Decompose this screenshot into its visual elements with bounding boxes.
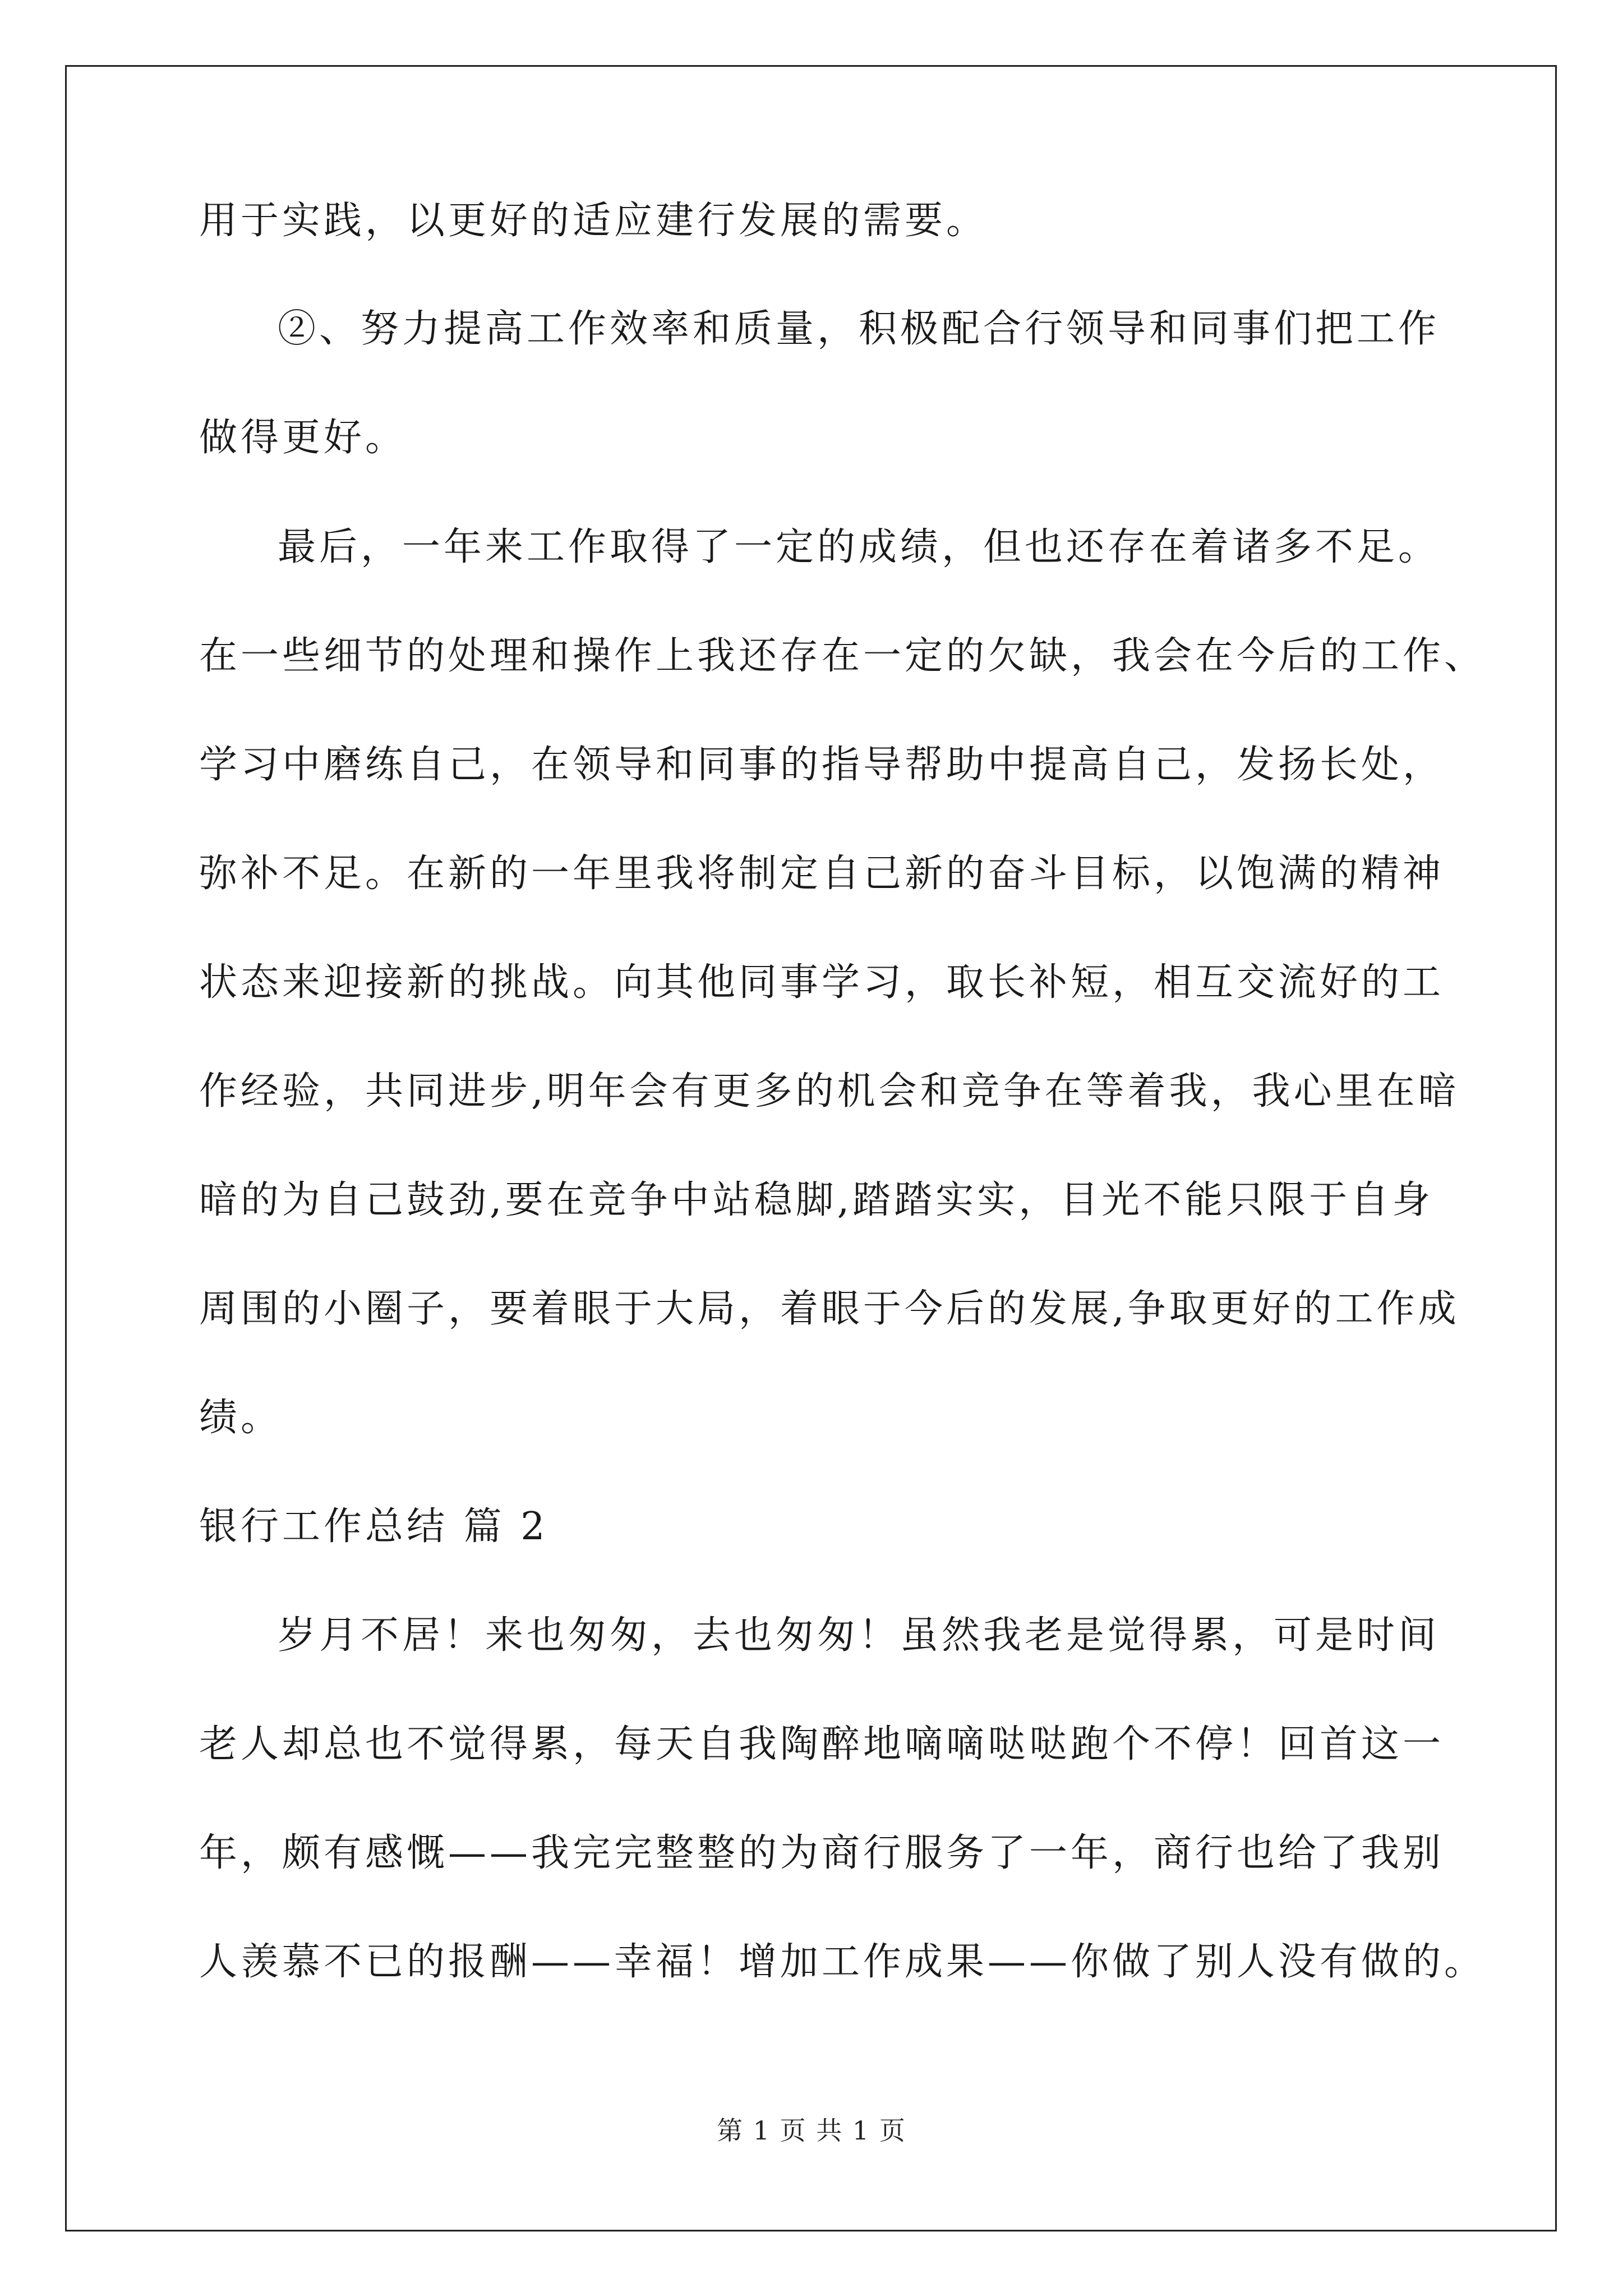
text-line: 老人却总也不觉得累，每天自我陶醉地嘀嘀哒哒跑个不停！回首这一: [199, 1722, 1445, 1766]
text-line: 年，颇有感慨——我完完整整的为商行服务了一年，商行也给了我别: [199, 1831, 1445, 1875]
text-line: 在一些细节的处理和操作上我还存在一定的欠缺，我会在今后的工作、: [199, 634, 1486, 678]
text-line: 作经验，共同进步,明年会有更多的机会和竞争在等着我，我心里在暗: [199, 1069, 1460, 1114]
text-line: 暗的为自己鼓劲,要在竞争中站稳脚,踏踏实实，目光不能只限于自身: [199, 1178, 1434, 1222]
page-footer: 第 1 页 共 1 页: [717, 2115, 906, 2146]
text-line: 做得更好。: [199, 416, 407, 460]
text-line: 绩。: [199, 1396, 283, 1440]
text-line: 状态来迎接新的挑战。向其他同事学习，取长补短，相互交流好的工: [199, 960, 1445, 1005]
text-line: 弥补不足。在新的一年里我将制定自己新的奋斗目标，以饱满的精神: [199, 852, 1445, 896]
section-heading: 银行工作总结 篇 2: [199, 1504, 548, 1549]
text-line: 人羡慕不已的报酬——幸福！增加工作成果——你做了别人没有做的。: [199, 1940, 1486, 1984]
page-border: [65, 65, 1557, 2231]
text-line: 用于实践，以更好的适应建行发展的需要。: [199, 199, 988, 243]
text-line: 周围的小圈子，要着眼于大局，着眼于今后的发展,争取更好的工作成: [199, 1287, 1460, 1331]
text-line: 最后，一年来工作取得了一定的成绩，但也还存在着诸多不足。: [278, 525, 1440, 569]
text-line: 岁月不居！来也匆匆，去也匆匆！虽然我老是觉得累，可是时间: [278, 1613, 1440, 1658]
text-line: ②、努力提高工作效率和质量，积极配合行领导和同事们把工作: [278, 307, 1440, 351]
text-line: 学习中磨练自己，在领导和同事的指导帮助中提高自己，发扬长处，: [199, 743, 1445, 787]
